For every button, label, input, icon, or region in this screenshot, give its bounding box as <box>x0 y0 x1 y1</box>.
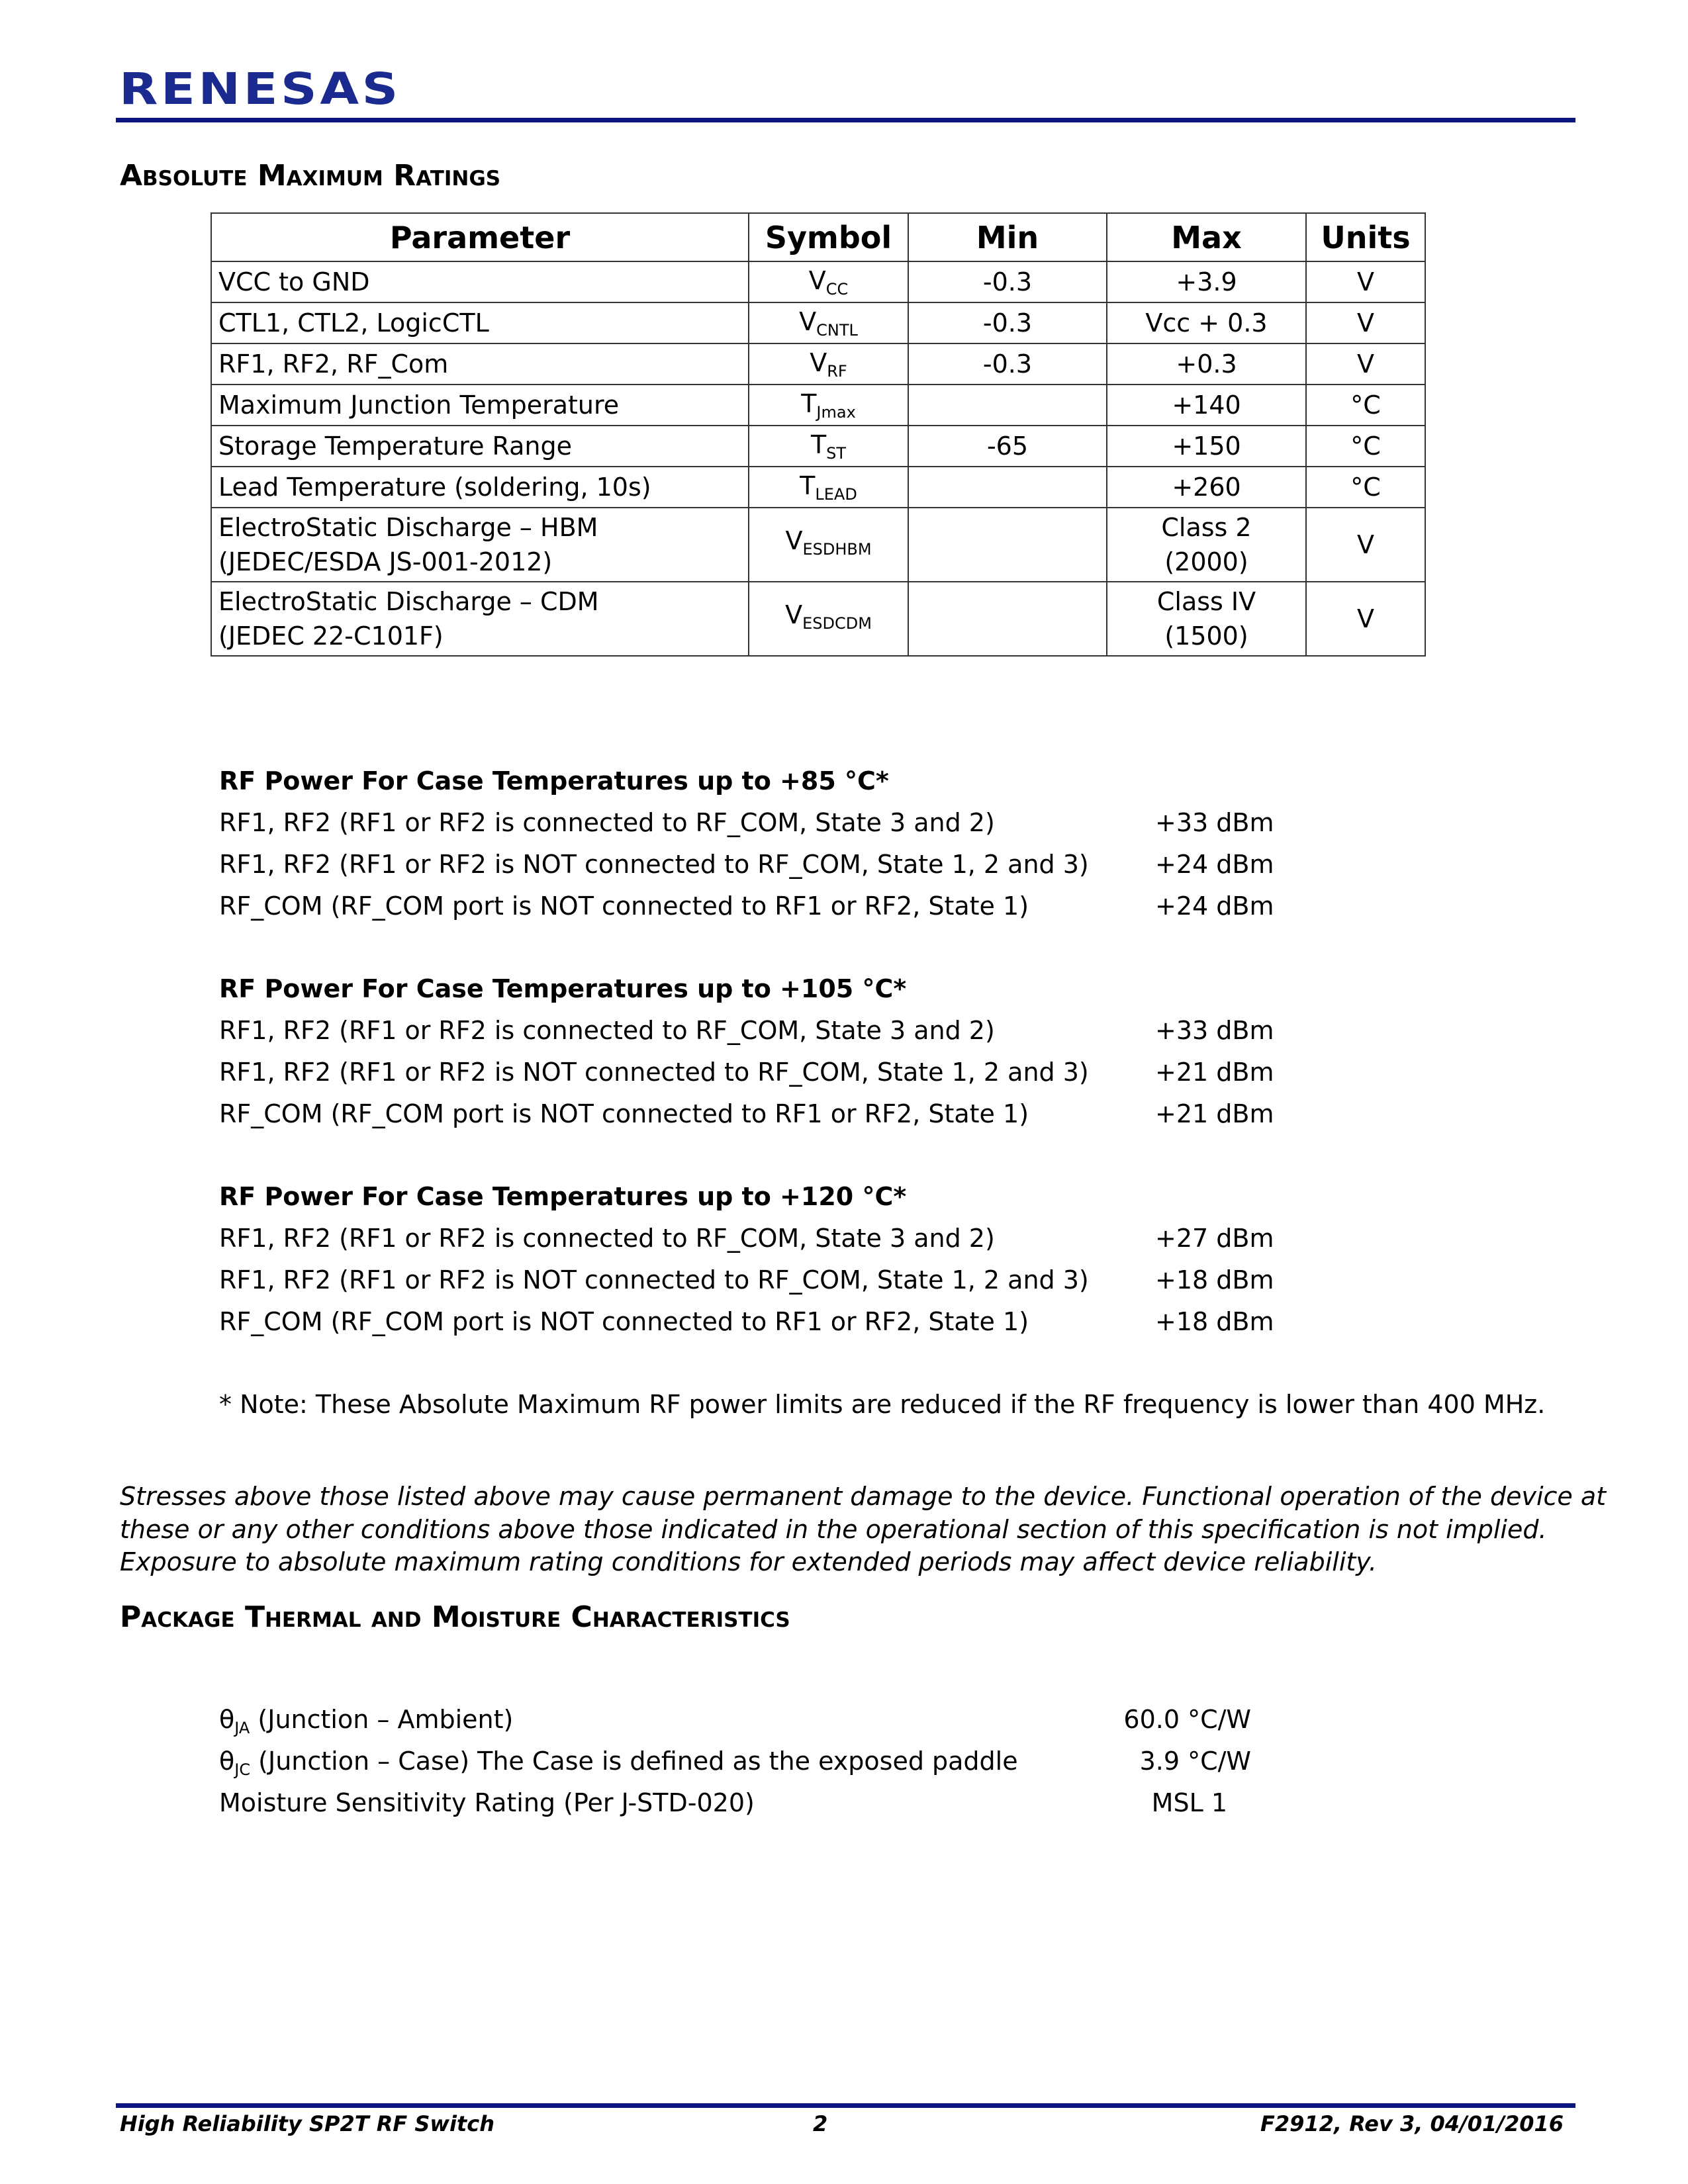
symbol-subscript: LEAD <box>815 484 857 504</box>
cell-parameter <box>211 582 749 656</box>
rf-item-value: +18 dBm <box>1155 1307 1274 1336</box>
renesas-logo: RENESAS <box>119 64 401 114</box>
cell-parameter <box>211 385 749 426</box>
rf-item-label: RF_COM (RF_COM port is NOT connected to RF1 or RF2, State 1) <box>219 891 1029 921</box>
symbol-subscript: ST <box>826 443 847 463</box>
cell-units: V <box>1306 508 1425 582</box>
table-row <box>211 508 1425 582</box>
absolute-max-ratings-table <box>211 212 1426 657</box>
col-min: Min <box>908 213 1107 261</box>
rf-item-value: +21 dBm <box>1155 1058 1274 1087</box>
footer-page-number: 2 <box>813 2111 828 2136</box>
parameter-text-2: (JEDEC/ESDA JS-001-2012) <box>218 547 553 576</box>
symbol-subscript: RF <box>827 361 847 381</box>
cell-max <box>1107 302 1306 343</box>
thermal-label-text: Moisture Sensitivity Rating (Per J-STD-020) <box>219 1788 755 1817</box>
footer-rule <box>116 2103 1575 2108</box>
rf-item-value: +27 dBm <box>1155 1224 1274 1253</box>
rf-item-value: +24 dBm <box>1155 891 1274 921</box>
parameter-text: CTL1, CTL2, LogicCTL <box>218 308 489 338</box>
max-text: Class 2 <box>1161 513 1252 542</box>
theta-subscript: JC <box>234 1760 251 1779</box>
cell-min: -0.3 <box>908 302 1107 343</box>
rf-item-label: RF_COM (RF_COM port is NOT connected to RF1 or RF2, State 1) <box>219 1099 1029 1128</box>
cell-max <box>1107 343 1306 385</box>
table-row <box>211 302 1425 343</box>
rf-item-value: +33 dBm <box>1155 808 1274 837</box>
cell-symbol <box>749 582 908 656</box>
cell-max <box>1107 385 1306 426</box>
cell-units: °C <box>1306 467 1425 508</box>
symbol-subscript: Jmax <box>816 402 856 422</box>
thermal-title: Package Thermal and Moisture Characteristics <box>120 1600 790 1634</box>
table-row <box>211 343 1425 385</box>
cell-units: °C <box>1306 385 1425 426</box>
cell-symbol <box>749 508 908 582</box>
cell-min <box>908 582 1107 656</box>
amr-title: Absolute Maximum Ratings <box>120 159 501 193</box>
max-text-2: (2000) <box>1164 547 1248 576</box>
thermal-item-label <box>219 1788 755 1817</box>
cell-max <box>1107 508 1306 582</box>
cell-min <box>908 508 1107 582</box>
table-row <box>211 261 1425 302</box>
cell-min <box>908 467 1107 508</box>
cell-units: V <box>1306 582 1425 656</box>
table-row <box>211 582 1425 656</box>
symbol-subscript: CNTL <box>816 320 858 340</box>
stress-line: Exposure to absolute maximum rating conditions for extended periods may affect device reliability. <box>120 1547 1377 1576</box>
rf-item-value: +33 dBm <box>1155 1016 1274 1045</box>
thermal-item-value: 60.0 °C/W <box>1123 1705 1251 1734</box>
cell-units: °C <box>1306 426 1425 467</box>
symbol-text: T <box>810 430 827 459</box>
theta-symbol: θ <box>219 1705 235 1734</box>
table-row <box>211 467 1425 508</box>
cell-symbol <box>749 261 908 302</box>
rf-item-label: RF1, RF2 (RF1 or RF2 is connected to RF_COM, State 3 and 2) <box>219 1224 995 1253</box>
thermal-label-text: (Junction – Case) The Case is defined as the exposed paddle <box>250 1747 1018 1776</box>
thermal-item-value: MSL 1 <box>1151 1788 1227 1817</box>
cell-max <box>1107 467 1306 508</box>
table-row <box>211 426 1425 467</box>
cell-symbol <box>749 426 908 467</box>
cell-min: -0.3 <box>908 261 1107 302</box>
max-text: +140 <box>1172 390 1241 420</box>
cell-symbol <box>749 343 908 385</box>
rf-section-heading: RF Power For Case Temperatures up to +85 °C* <box>219 766 889 796</box>
rf-item-value: +18 dBm <box>1155 1265 1274 1295</box>
footer-revision: F2912, Rev 3, 04/01/2016 <box>1260 2111 1564 2136</box>
table-header <box>211 213 1425 261</box>
cell-units: V <box>1306 261 1425 302</box>
cell-max <box>1107 261 1306 302</box>
parameter-text: ElectroStatic Discharge – HBM <box>218 513 598 542</box>
rf-item-label: RF1, RF2 (RF1 or RF2 is connected to RF_COM, State 3 and 2) <box>219 1016 995 1045</box>
table-row <box>211 385 1425 426</box>
rf-item-value: +24 dBm <box>1155 850 1274 879</box>
parameter-text: Maximum Junction Temperature <box>218 390 620 420</box>
rf-item-label: RF_COM (RF_COM port is NOT connected to RF1 or RF2, State 1) <box>219 1307 1029 1336</box>
cell-parameter <box>211 508 749 582</box>
max-text: +3.9 <box>1176 267 1237 296</box>
col-parameter: Parameter <box>211 213 749 261</box>
theta-subscript: JA <box>234 1719 250 1737</box>
cell-min <box>908 385 1107 426</box>
cell-parameter <box>211 426 749 467</box>
cell-parameter <box>211 343 749 385</box>
rf-section-heading: RF Power For Case Temperatures up to +120 °C* <box>219 1182 907 1211</box>
thermal-item-label <box>219 1747 1018 1784</box>
max-text: Vcc + 0.3 <box>1145 308 1268 338</box>
cell-symbol <box>749 302 908 343</box>
parameter-text-2: (JEDEC 22-C101F) <box>218 621 444 651</box>
rf-item-label: RF1, RF2 (RF1 or RF2 is NOT connected to RF_COM, State 1, 2 and 3) <box>219 1058 1089 1087</box>
parameter-text: RF1, RF2, RF_Com <box>218 349 449 379</box>
parameter-text: VCC to GND <box>218 267 370 296</box>
symbol-subscript: ESDCDM <box>802 614 872 633</box>
rf-section-heading: RF Power For Case Temperatures up to +105 °C* <box>219 974 907 1003</box>
rf-item-value: +21 dBm <box>1155 1099 1274 1128</box>
max-text: +260 <box>1172 473 1241 502</box>
rf-item-label: RF1, RF2 (RF1 or RF2 is connected to RF_COM, State 3 and 2) <box>219 808 995 837</box>
symbol-text: V <box>799 306 817 336</box>
cell-max <box>1107 426 1306 467</box>
cell-min: -0.3 <box>908 343 1107 385</box>
theta-symbol: θ <box>219 1747 235 1776</box>
col-max: Max <box>1107 213 1306 261</box>
rf-note: * Note: These Absolute Maximum RF power limits are reduced if the RF frequency is lower than 400 MHz. <box>219 1390 1546 1419</box>
cell-symbol <box>749 385 908 426</box>
parameter-text: Lead Temperature (soldering, 10s) <box>218 473 651 502</box>
cell-min: -65 <box>908 426 1107 467</box>
cell-parameter <box>211 302 749 343</box>
cell-units: V <box>1306 343 1425 385</box>
cell-parameter <box>211 261 749 302</box>
symbol-text: V <box>808 265 826 295</box>
thermal-label-text: (Junction – Ambient) <box>250 1705 514 1734</box>
symbol-text: T <box>801 388 817 418</box>
cell-parameter <box>211 467 749 508</box>
cell-units: V <box>1306 302 1425 343</box>
parameter-text: ElectroStatic Discharge – CDM <box>218 587 599 616</box>
thermal-item-value: 3.9 °C/W <box>1139 1747 1251 1776</box>
col-units: Units <box>1306 213 1425 261</box>
max-text-2: (1500) <box>1164 621 1248 651</box>
cell-max <box>1107 582 1306 656</box>
rf-item-label: RF1, RF2 (RF1 or RF2 is NOT connected to RF_COM, State 1, 2 and 3) <box>219 1265 1089 1295</box>
symbol-text: V <box>785 600 803 629</box>
max-text: +0.3 <box>1176 349 1237 379</box>
symbol-text: V <box>785 525 803 555</box>
footer-product: High Reliability SP2T RF Switch <box>120 2111 494 2136</box>
rf-item-label: RF1, RF2 (RF1 or RF2 is NOT connected to RF_COM, State 1, 2 and 3) <box>219 850 1089 879</box>
thermal-item-label <box>219 1705 513 1743</box>
col-symbol: Symbol <box>749 213 908 261</box>
parameter-text: Storage Temperature Range <box>218 432 572 461</box>
symbol-text: V <box>810 347 827 377</box>
max-text: Class IV <box>1156 587 1256 616</box>
stress-line: these or any other conditions above those indicated in the operational section of this specification is not implied. <box>120 1515 1547 1544</box>
cell-symbol <box>749 467 908 508</box>
symbol-subscript: ESDHBM <box>802 539 872 559</box>
header-rule <box>116 118 1575 122</box>
stress-line: Stresses above those listed above may cause permanent damage to the device. Functional operation of the device at <box>120 1482 1607 1511</box>
symbol-text: T <box>800 471 816 500</box>
symbol-subscript: CC <box>825 279 849 298</box>
max-text: +150 <box>1172 432 1241 461</box>
